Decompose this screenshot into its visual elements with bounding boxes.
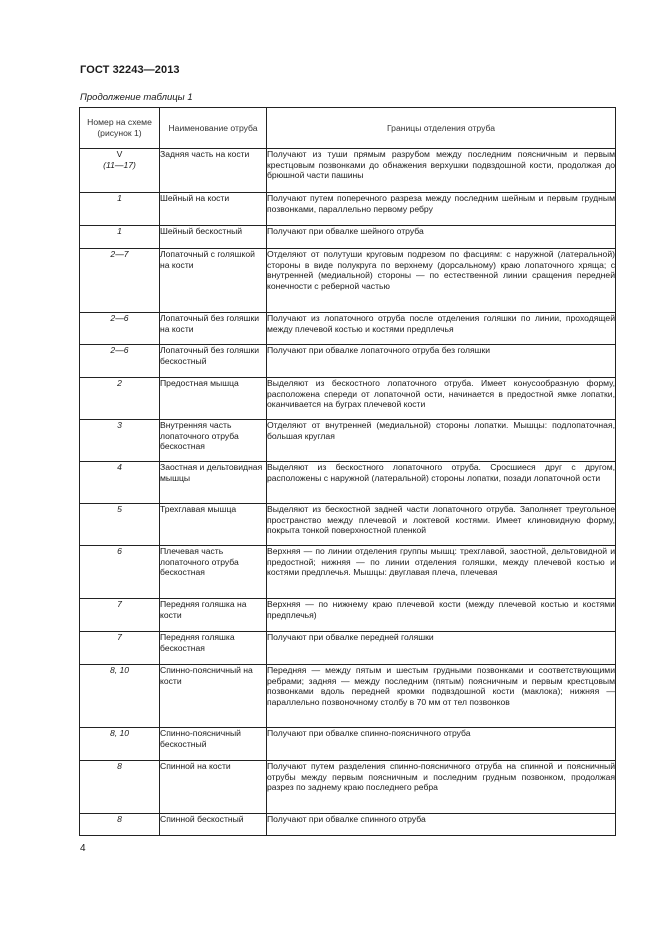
cut-number [80, 149, 160, 193]
cut-boundaries: Получают при обвалке спинно-поясничного отруба [267, 728, 616, 761]
table-row [80, 313, 616, 345]
cut-number: 3 [80, 420, 160, 462]
cut-boundaries: Получают из туши прямым разрубом между последним поясничным и первым крестцовым позвонками до обнажения верхушки подвздошной кости, продолжая до брюшной части пашины [267, 149, 616, 193]
cut-number: 2 [80, 378, 160, 420]
cut-boundaries: Выделяют из бескостного лопаточного отруба. Имеет конусообразную форму, расположена спереди от лопаточной ости, начинается в предостной ямке лопатки, оканчивается на буграх плечевой кости [267, 378, 616, 420]
cut-name: Спинно-поясничный бескостный [160, 728, 267, 761]
cut-boundaries: Получают при обвалке спинного отруба [267, 814, 616, 836]
table-row [80, 761, 616, 814]
cut-boundaries: Передняя — между пятым и шестым грудными позвонками и соответствующими ребрами; задняя — между последним (пятым) поясничным и первым крестцовым позвонками вдоль передней кромки подвздошной кости (маклока); нижняя — параллельно позвоночному столбу в 70 мм от тел позвонков [267, 665, 616, 728]
table-row [80, 193, 616, 226]
cuts-table [79, 107, 616, 836]
table-row [80, 728, 616, 761]
cut-name: Спинной на кости [160, 761, 267, 814]
table-row [80, 632, 616, 665]
column-header-number: Номер на схеме (рисунок 1) [80, 108, 160, 149]
cut-number: 6 [80, 546, 160, 599]
cut-number: 8 [80, 814, 160, 836]
cut-boundaries: Отделяют от полутуши круговым подрезом по фасциям: с наружной (латеральной) стороны в виде полукруга по верхнему (дорсальному) краю лопаточного хряща; с внутренней (медиальной) стороны — по естественной линии сращения передней конечности с реберной частью [267, 249, 616, 313]
cut-number: 2—6 [80, 345, 160, 378]
cut-number: 2—7 [80, 249, 160, 313]
table-row [80, 814, 616, 836]
cut-boundaries: Получают при обвалке передней голяшки [267, 632, 616, 665]
cut-number: 7 [80, 632, 160, 665]
cut-boundaries: Верхняя — по линии отделения группы мышц: трехглавой, заостной, дельтовидной и предостной; нижняя — по линии отделения голяшки, между плечевой костью и костями предплечья. Мышцы: двуглавая плеча, плечевая [267, 546, 616, 599]
table-row [80, 149, 616, 193]
page-number: 4 [80, 843, 86, 854]
table-row [80, 462, 616, 504]
cut-number: 7 [80, 599, 160, 632]
cut-number: 5 [80, 504, 160, 546]
table-row [80, 420, 616, 462]
cut-number: 8, 10 [80, 728, 160, 761]
document-header: ГОСТ 32243—2013 [80, 64, 180, 76]
cut-boundaries: Выделяют из бескостной задней части лопаточного отруба. Заполняет треугольное пространство между плечевой и локтевой костями. Имеет клиновидную форму, покрыта тонкой поверхностной пленкой [267, 504, 616, 546]
cut-name: Трехглавая мышца [160, 504, 267, 546]
cut-boundaries: Получают путем разделения спинно-поясничного отруба на спинной и поясничный отрубы между первым поясничным и последним грудным позвонком, продолжая разрез по заднему краю последнего ребра [267, 761, 616, 814]
cut-number: 1 [80, 193, 160, 226]
table-row [80, 599, 616, 632]
cut-name: Спинно-поясничный на кости [160, 665, 267, 728]
cut-name: Внутренняя часть лопаточного отруба бескостная [160, 420, 267, 462]
cut-name: Передняя голяшка на кости [160, 599, 267, 632]
cut-name: Предостная мышца [160, 378, 267, 420]
cut-number: 8, 10 [80, 665, 160, 728]
table-row [80, 504, 616, 546]
cut-name: Спинной бескостный [160, 814, 267, 836]
cut-boundaries: Верхняя — по нижнему краю плечевой кости (между плечевой костью и костями предплечья) [267, 599, 616, 632]
cut-boundaries: Получают при обвалке шейного отруба [267, 226, 616, 249]
table-row [80, 546, 616, 599]
table-row [80, 378, 616, 420]
table-row [80, 345, 616, 378]
table-header-row [80, 108, 616, 149]
cut-number-range: (11—17) [103, 159, 136, 170]
cut-boundaries: Получают из лопаточного отруба после отделения голяшки по линии, проходящей между плечевой костью и костями предплечья [267, 313, 616, 345]
cut-name: Задняя часть на кости [160, 149, 267, 193]
cut-number: 1 [80, 226, 160, 249]
cut-number: 8 [80, 761, 160, 814]
cut-boundaries: Получают при обвалке лопаточного отруба без голяшки [267, 345, 616, 378]
cut-name: Плечевая часть лопаточного отруба бескостная [160, 546, 267, 599]
table-row [80, 249, 616, 313]
cut-name: Заостная и дельтовидная мышцы [160, 462, 267, 504]
cut-number: 2—6 [80, 313, 160, 345]
cut-name: Лопаточный без голяшки на кости [160, 313, 267, 345]
cut-name: Передняя голяшка бескостная [160, 632, 267, 665]
cut-name: Лопаточный с голяшкой на кости [160, 249, 267, 313]
table-caption: Продолжение таблицы 1 [80, 92, 193, 103]
column-header-name: Наименование отруба [160, 108, 267, 149]
cut-name: Лопаточный без голяшки бескостный [160, 345, 267, 378]
cut-boundaries: Отделяют от внутренней (медиальной) стороны лопатки. Мышцы: подлопаточная, большая круглая [267, 420, 616, 462]
cut-name: Шейный бескостный [160, 226, 267, 249]
cut-boundaries: Выделяют из бескостного лопаточного отруба. Сросшиеся друг с другом, расположены с наружной (латеральной) стороны лопатки, позади лопаточной ости [267, 462, 616, 504]
table-row [80, 665, 616, 728]
column-header-boundaries: Границы отделения отруба [267, 108, 616, 149]
cut-boundaries: Получают путем поперечного разреза между последним шейным и первым грудным позвонками, параллельно первому ребру [267, 193, 616, 226]
cut-number-main: V [116, 149, 123, 159]
cut-name: Шейный на кости [160, 193, 267, 226]
cut-number: 4 [80, 462, 160, 504]
table-row [80, 226, 616, 249]
